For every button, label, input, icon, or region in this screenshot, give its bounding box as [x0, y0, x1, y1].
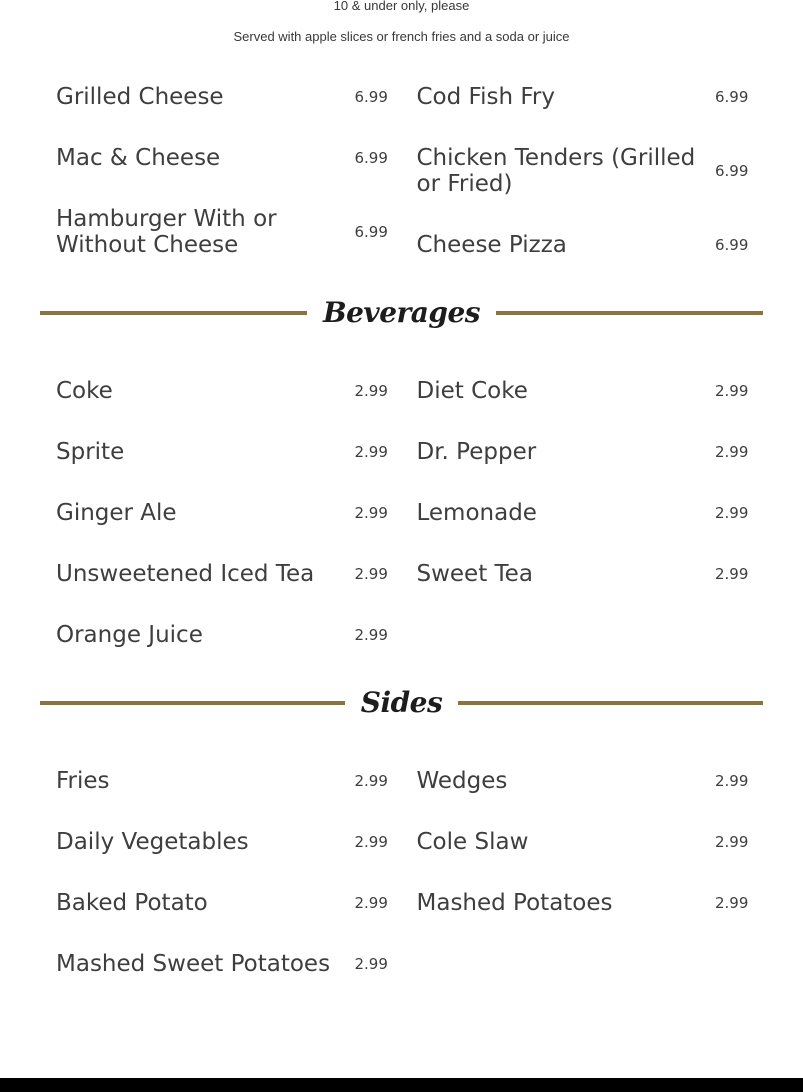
section-title-beverages: Beverages	[322, 296, 481, 329]
menu-item	[56, 145, 387, 171]
menu-item	[56, 890, 387, 916]
item-name: Cod Fish Fry	[416, 84, 555, 110]
item-name: Mac & Cheese	[56, 145, 221, 171]
item-price: 2.99	[354, 443, 388, 461]
item-name: Grilled Cheese	[56, 84, 224, 110]
item-name: Wedges	[416, 768, 508, 794]
item-name: Mashed Potatoes	[416, 890, 613, 916]
item-name: Cheese Pizza	[416, 232, 567, 258]
item-price: 6.99	[354, 88, 388, 106]
item-price: 2.99	[715, 833, 749, 851]
item-name: Dr. Pepper	[416, 439, 537, 465]
item-price: 2.99	[354, 833, 388, 851]
item-name: Chicken Tenders (Grilled or Fried)	[416, 145, 696, 197]
kids-menu-intro	[0, 0, 803, 45]
item-name: Sweet Tea	[416, 561, 533, 587]
menu-item	[56, 500, 387, 526]
menu-item	[56, 951, 387, 977]
item-price: 2.99	[354, 772, 388, 790]
beverages-items-grid	[40, 378, 763, 648]
section-header-sides	[40, 684, 763, 722]
item-name: Coke	[56, 378, 113, 404]
kids-age-note: 10 & under only, please	[333, 0, 470, 13]
beverages-column-left	[56, 378, 387, 648]
section-kids-items	[40, 84, 763, 258]
item-name: Baked Potato	[56, 890, 208, 916]
item-price: 2.99	[354, 626, 388, 644]
beverages-column-right	[417, 378, 748, 648]
item-name: Mashed Sweet Potatoes	[56, 951, 331, 977]
menu-item	[56, 768, 387, 794]
item-name: Hamburger With or Without Cheese	[56, 206, 277, 258]
sides-column-right	[417, 768, 748, 977]
menu-item	[56, 206, 387, 258]
footer-bar	[0, 1078, 803, 1092]
kids-column-right	[417, 84, 748, 258]
section-title-sides: Sides	[360, 686, 443, 719]
menu-item	[417, 829, 748, 855]
item-price: 2.99	[715, 443, 749, 461]
menu-item	[417, 145, 748, 197]
menu-item	[56, 622, 387, 648]
menu-item	[417, 890, 748, 916]
menu-item	[56, 829, 387, 855]
sides-items-grid	[40, 768, 763, 977]
item-name: Daily Vegetables	[56, 829, 249, 855]
section-sides	[40, 684, 763, 977]
menu-item	[56, 439, 387, 465]
item-name: Unsweetened Iced Tea	[56, 561, 315, 587]
menu-item	[56, 561, 387, 587]
item-name: Fries	[56, 768, 110, 794]
menu-item	[417, 84, 748, 110]
item-price: 2.99	[715, 382, 749, 400]
divider-line-right	[458, 701, 763, 705]
item-price: 6.99	[354, 223, 388, 241]
menu-body	[40, 84, 763, 977]
item-name: Lemonade	[416, 500, 537, 526]
menu-item	[417, 232, 748, 258]
item-price: 2.99	[715, 894, 749, 912]
item-price: 2.99	[354, 382, 388, 400]
divider-line-left	[40, 311, 307, 315]
item-name: Diet Coke	[416, 378, 528, 404]
kids-column-left	[56, 84, 387, 258]
menu-item	[417, 378, 748, 404]
menu-item	[417, 439, 748, 465]
sides-column-left	[56, 768, 387, 977]
item-price: 2.99	[354, 955, 388, 973]
item-price: 2.99	[354, 504, 388, 522]
item-price: 2.99	[715, 565, 749, 583]
item-price: 2.99	[715, 772, 749, 790]
item-price: 6.99	[715, 88, 749, 106]
item-price: 6.99	[715, 162, 749, 180]
menu-item	[417, 500, 748, 526]
menu-item	[417, 561, 748, 587]
item-price: 6.99	[354, 149, 388, 167]
section-header-beverages	[40, 294, 763, 332]
menu-item	[56, 378, 387, 404]
kids-items-grid	[40, 84, 763, 258]
item-price: 2.99	[354, 894, 388, 912]
item-name: Orange Juice	[56, 622, 203, 648]
menu-item	[56, 84, 387, 110]
menu-item	[417, 768, 748, 794]
kids-served-with-note: Served with apple slices or french fries and a soda or juice	[233, 29, 570, 44]
section-beverages	[40, 294, 763, 648]
item-name: Cole Slaw	[416, 829, 529, 855]
divider-line-right	[496, 311, 763, 315]
item-name: Sprite	[56, 439, 125, 465]
item-price: 6.99	[715, 236, 749, 254]
item-price: 2.99	[354, 565, 388, 583]
item-price: 2.99	[715, 504, 749, 522]
divider-line-left	[40, 701, 345, 705]
item-name: Ginger Ale	[56, 500, 177, 526]
